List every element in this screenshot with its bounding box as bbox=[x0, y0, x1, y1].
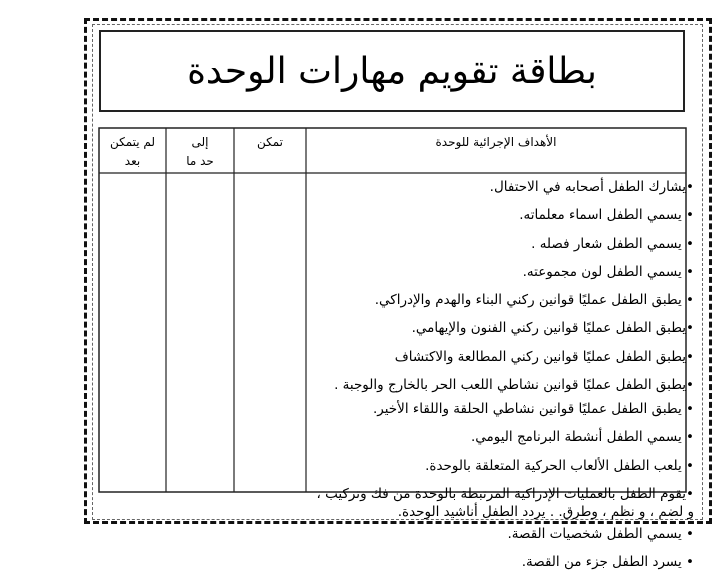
objective-item: • يطبق الطفل عمليًا قوانين ركني البناء والهدم والإدراكي. bbox=[374, 292, 694, 309]
objective-item: •يطبق الطفل عمليًا قوانين ركني المطالعة والاكتشاف bbox=[394, 348, 694, 365]
objective-item: • يسمي الطفل أنشطة البرنامج اليومي. bbox=[470, 429, 694, 446]
objective-item: •يطبق الطفل عمليًا قوانين نشاطي اللعب الحر بالخارج والوجبة . bbox=[334, 377, 694, 394]
objective-item: •يطبق الطفل عمليًا قوانين ركني الفنون والإيهامي. bbox=[411, 320, 694, 337]
header-mastered: تمكن bbox=[256, 135, 284, 149]
objective-item: • يسمي الطفل شعار فصله . bbox=[531, 235, 694, 252]
objective-item: • يلعب الطفل الألعاب الحركية المتعلقة بالوحدة. bbox=[425, 457, 694, 474]
objective-item: • يسرد الطفل جزء من القصة. bbox=[521, 554, 694, 571]
header-objectives: الأهداف الإجرائية للوحدة bbox=[435, 135, 557, 149]
objective-item: • يسمي الطفل لون مجموعته. bbox=[522, 263, 694, 280]
objective-item: •يقوم الطفل بالعمليات الإدراكية المرتبطة بالوحدة من فك وتركيب ، و لضم ، و نظم ، وطرق. . يردد الطفل أناشيد الوحدة. bbox=[316, 485, 694, 520]
objective-item: • يسمي الطفل اسماء معلماته. bbox=[519, 207, 694, 224]
page-title: بطاقة تقويم مهارات الوحدة bbox=[187, 50, 597, 92]
objective-item: • يطبق الطفل عمليًا قوانين نشاطي الحلقة واللقاء الأخير. bbox=[372, 401, 694, 418]
objective-item: •يشارك الطفل أصحابه في الاحتفال. bbox=[489, 179, 694, 195]
objectives-list bbox=[306, 178, 698, 582]
header-partial: إلى حد ما bbox=[186, 135, 214, 168]
header-not-yet: لم يتمكن بعد bbox=[109, 135, 156, 168]
objective-item: • يسمي الطفل شخصيات القصة. bbox=[507, 525, 694, 542]
